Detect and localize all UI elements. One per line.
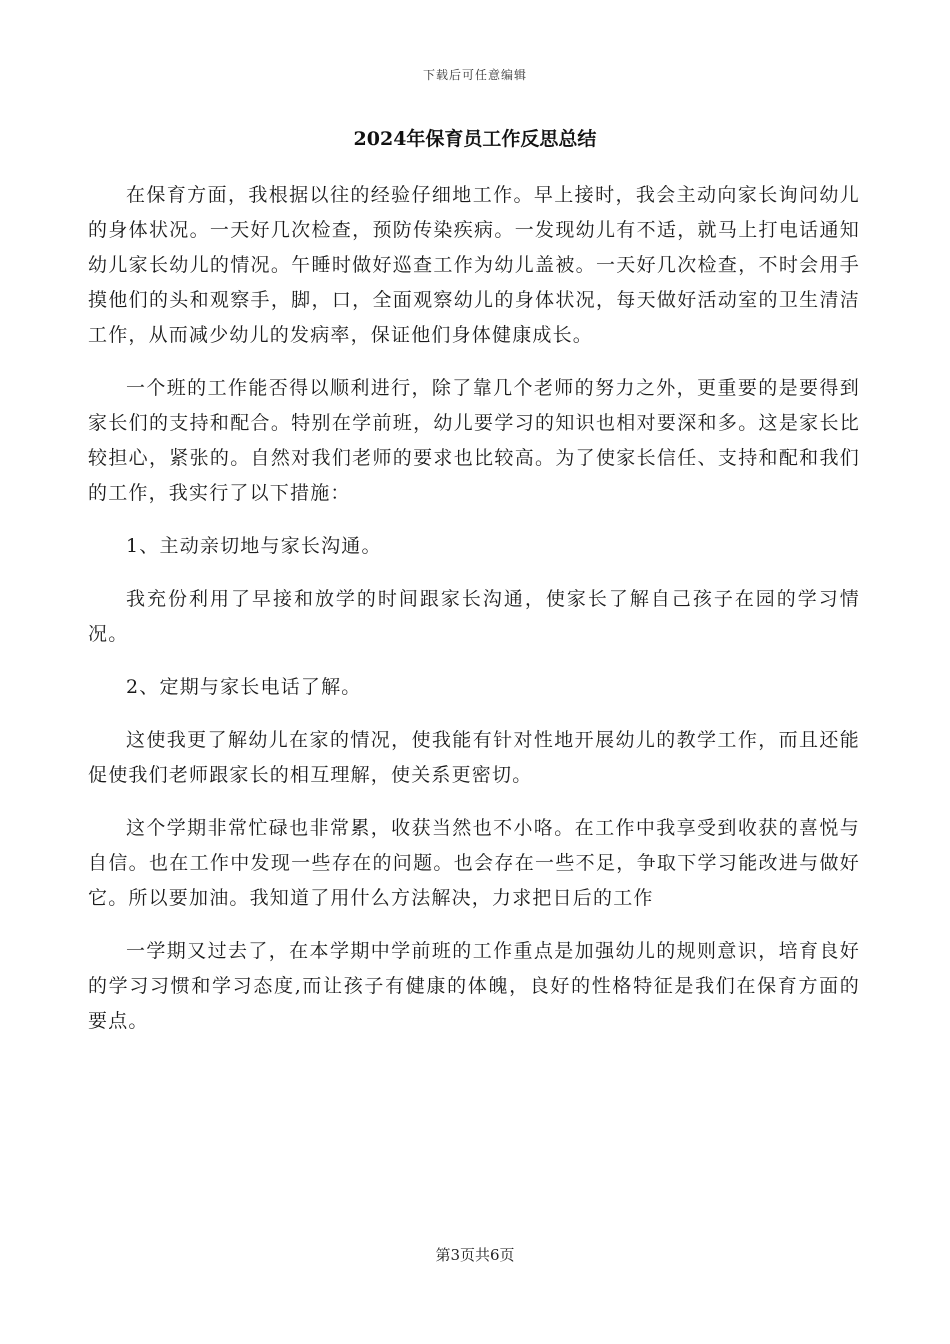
paragraph-3: 1、主动亲切地与家长沟通。 <box>126 535 382 557</box>
header-note: 下载后可任意编辑 <box>422 68 527 82</box>
page-number: 第3页共6页 <box>435 1246 515 1264</box>
document-body <box>88 178 860 1057</box>
page-title: 2024年保育员工作反思总结 <box>353 128 597 150</box>
paragraph-5: 2、定期与家长电话了解。 <box>126 676 362 698</box>
paragraph-6: 这使我更了解幼儿在家的情况，使我能有针对性地开展幼儿的教学工作，而且还能促使我们老师跟家长的相互理解，使关系更密切。 <box>88 729 860 786</box>
paragraph-2: 一个班的工作能否得以顺利进行，除了靠几个老师的努力之外，更重要的是要得到家长们的支持和配合。特别在学前班，幼儿要学习的知识也相对要深和多。这是家长比较担心，紧张的。自然对我们老师的要求也比较高。为了使家长信任、支持和配和我们的工作，我实行了以下措施： <box>88 377 860 504</box>
paragraph-4: 我充份利用了早接和放学的时间跟家长沟通，使家长了解自己孩子在园的学习情况。 <box>88 588 860 645</box>
paragraph-7: 这个学期非常忙碌也非常累，收获当然也不小咯。在工作中我享受到收获的喜悦与自信。也在工作中发现一些存在的问题。也会存在一些不足，争取下学习能改进与做好它。所以要加油。我知道了用什么方法解决，力求把日后的工作 <box>88 817 860 909</box>
paragraph-8: 一学期又过去了，在本学期中学前班的工作重点是加强幼儿的规则意识，培育良好的学习习惯和学习态度,而让孩子有健康的体魄，良好的性格特征是我们在保育方面的要点。 <box>88 940 860 1032</box>
paragraph-1: 在保育方面，我根据以往的经验仔细地工作。早上接时，我会主动向家长询问幼儿的身体状况。一天好几次检查，预防传染疾病。一发现幼儿有不适，就马上打电话通知幼儿家长幼儿的情况。午睡时做好巡查工作为幼儿盖被。一天好几次检查，不时会用手摸他们的头和观察手，脚，口，全面观察幼儿的身体状况，每天做好活动室的卫生清洁工作，从而减少幼儿的发病率，保证他们身体健康成长。 <box>88 184 860 346</box>
